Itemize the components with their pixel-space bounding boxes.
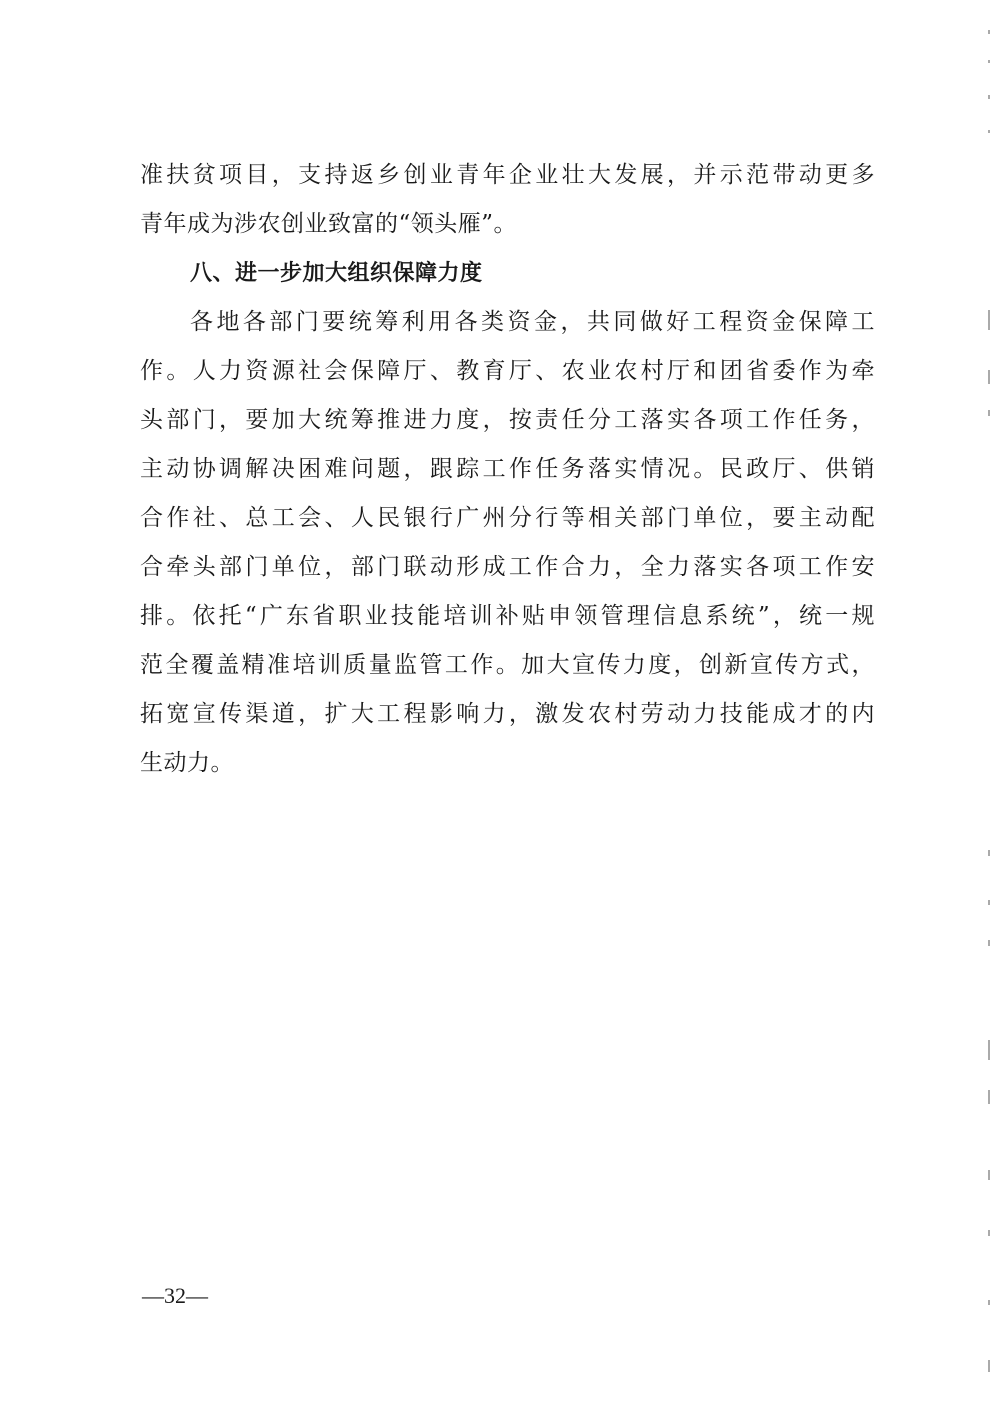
text-line: 青年成为涉农创业致富的“领头雁”。 bbox=[140, 211, 518, 237]
text-line: 头部门，要加大统筹推进力度，按责任分工落实各项工作任务， bbox=[140, 407, 875, 433]
scan-edge-artifact bbox=[984, 0, 994, 1411]
text-line: 拓宽宣传渠道，扩大工程影响力，激发农村劳动力技能成才的内 bbox=[140, 701, 875, 727]
text-line: 排。依托“广东省职业技能培训补贴申领管理信息系统”，统一规 bbox=[140, 603, 875, 629]
page-number: —32— bbox=[142, 1283, 208, 1308]
section-heading: 八、进一步加大组织保障力度 bbox=[190, 261, 483, 286]
text-line: 主动协调解决困难问题，跟踪工作任务落实情况。民政厅、供销 bbox=[140, 456, 875, 482]
body-text bbox=[140, 151, 875, 788]
text-line: 范全覆盖精准培训质量监管工作。加大宣传力度，创新宣传方式， bbox=[140, 652, 875, 678]
text-line: 准扶贫项目，支持返乡创业青年企业壮大发展，并示范带动更多 bbox=[140, 162, 875, 188]
text-line: 合作社、总工会、人民银行广州分行等相关部门单位，要主动配 bbox=[140, 505, 875, 531]
text-line: 生动力。 bbox=[140, 750, 234, 776]
text-line: 各地各部门要统筹利用各类资金，共同做好工程资金保障工 bbox=[190, 309, 875, 335]
text-line: 合牵头部门单位，部门联动形成工作合力，全力落实各项工作安 bbox=[140, 554, 875, 580]
text-line: 作。人力资源社会保障厅、教育厅、农业农村厅和团省委作为牵 bbox=[140, 358, 875, 384]
